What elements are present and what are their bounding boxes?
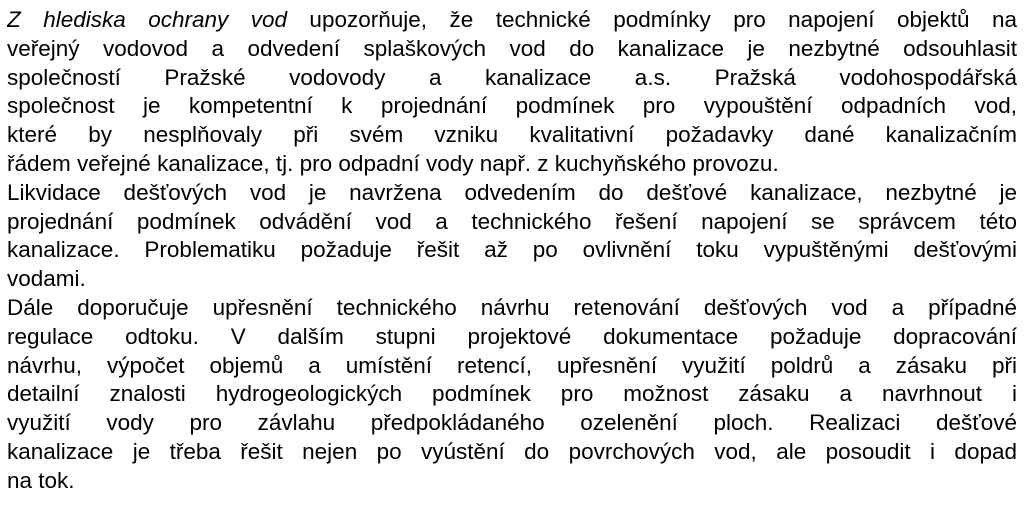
line-text: regulace odtoku. V dalším stupni projektové dokumentace požaduje dopracování	[7, 323, 1017, 349]
text-line	[7, 64, 1017, 93]
paragraph-rainwater-disposal	[7, 179, 1017, 294]
text-line	[7, 35, 1017, 64]
line-text: řádem veřejné kanalizace, tj. pro odpadní vody např. z kuchyňského provozu.	[7, 150, 779, 176]
text-line	[7, 352, 1017, 381]
line-text: vodami.	[7, 266, 86, 292]
text-line	[7, 323, 1017, 352]
text-line	[7, 438, 1017, 467]
line-text: na tok.	[7, 467, 75, 493]
line-text: veřejný vodovod a odvedení splaškových vod do kanalizace je nezbytné odsouhlasit	[7, 35, 1017, 61]
text-line	[7, 409, 1017, 438]
line-text: využití vody pro závlahu předpokládaného ozelenění ploch. Realizaci dešťové	[7, 410, 1017, 436]
line-text: Dále doporučuje upřesnění technického návrhu retenování dešťových vod a případné	[7, 294, 1017, 320]
paragraph-water-protection	[7, 6, 1017, 179]
text-line	[7, 121, 1017, 150]
text-line	[7, 294, 1017, 323]
line-text: detailní znalosti hydrogeologických podmínek pro možnost zásaku a navrhnout i	[7, 381, 1017, 407]
paragraph-retention-recommendation	[7, 294, 1017, 496]
line-text: společností Pražské vodovody a kanalizace a.s. Pražská vodohospodářská	[7, 64, 1017, 90]
line-text: projednání podmínek odvádění vod a technického řešení napojení se správcem této	[7, 208, 1017, 234]
line-text: kanalizace je třeba řešit nejen po vyústění do povrchových vod, ale posoudit i dopad	[7, 438, 1017, 464]
text-line	[7, 92, 1017, 121]
italic-lead: Z hlediska ochrany vod	[7, 7, 287, 32]
text-line	[7, 179, 1017, 208]
line-text: Likvidace dešťových vod je navržena odvedením do dešťové kanalizace, nezbytné je	[7, 179, 1017, 205]
text-line	[7, 380, 1017, 409]
line-text: které by nesplňovaly při svém vzniku kvalitativní požadavky dané kanalizačním	[7, 122, 1017, 148]
line-text: společnost je kompetentní k projednání podmínek pro vypouštění odpadních vod,	[7, 93, 1017, 119]
text-line	[7, 208, 1017, 237]
text-line	[7, 467, 1017, 496]
text-line	[7, 236, 1017, 265]
line-text: kanalizace. Problematiku požaduje řešit až po ovlivnění toku vypuštěnými dešťovými	[7, 237, 1017, 263]
line-text: upozorňuje, že technické podmínky pro napojení objektů na	[286, 7, 1017, 32]
text-line	[7, 150, 1017, 179]
text-line	[7, 6, 1017, 35]
text-line	[7, 265, 1017, 294]
line-text: návrhu, výpočet objemů a umístění retencí, upřesnění využití poldrů a zásaku při	[7, 352, 1017, 378]
